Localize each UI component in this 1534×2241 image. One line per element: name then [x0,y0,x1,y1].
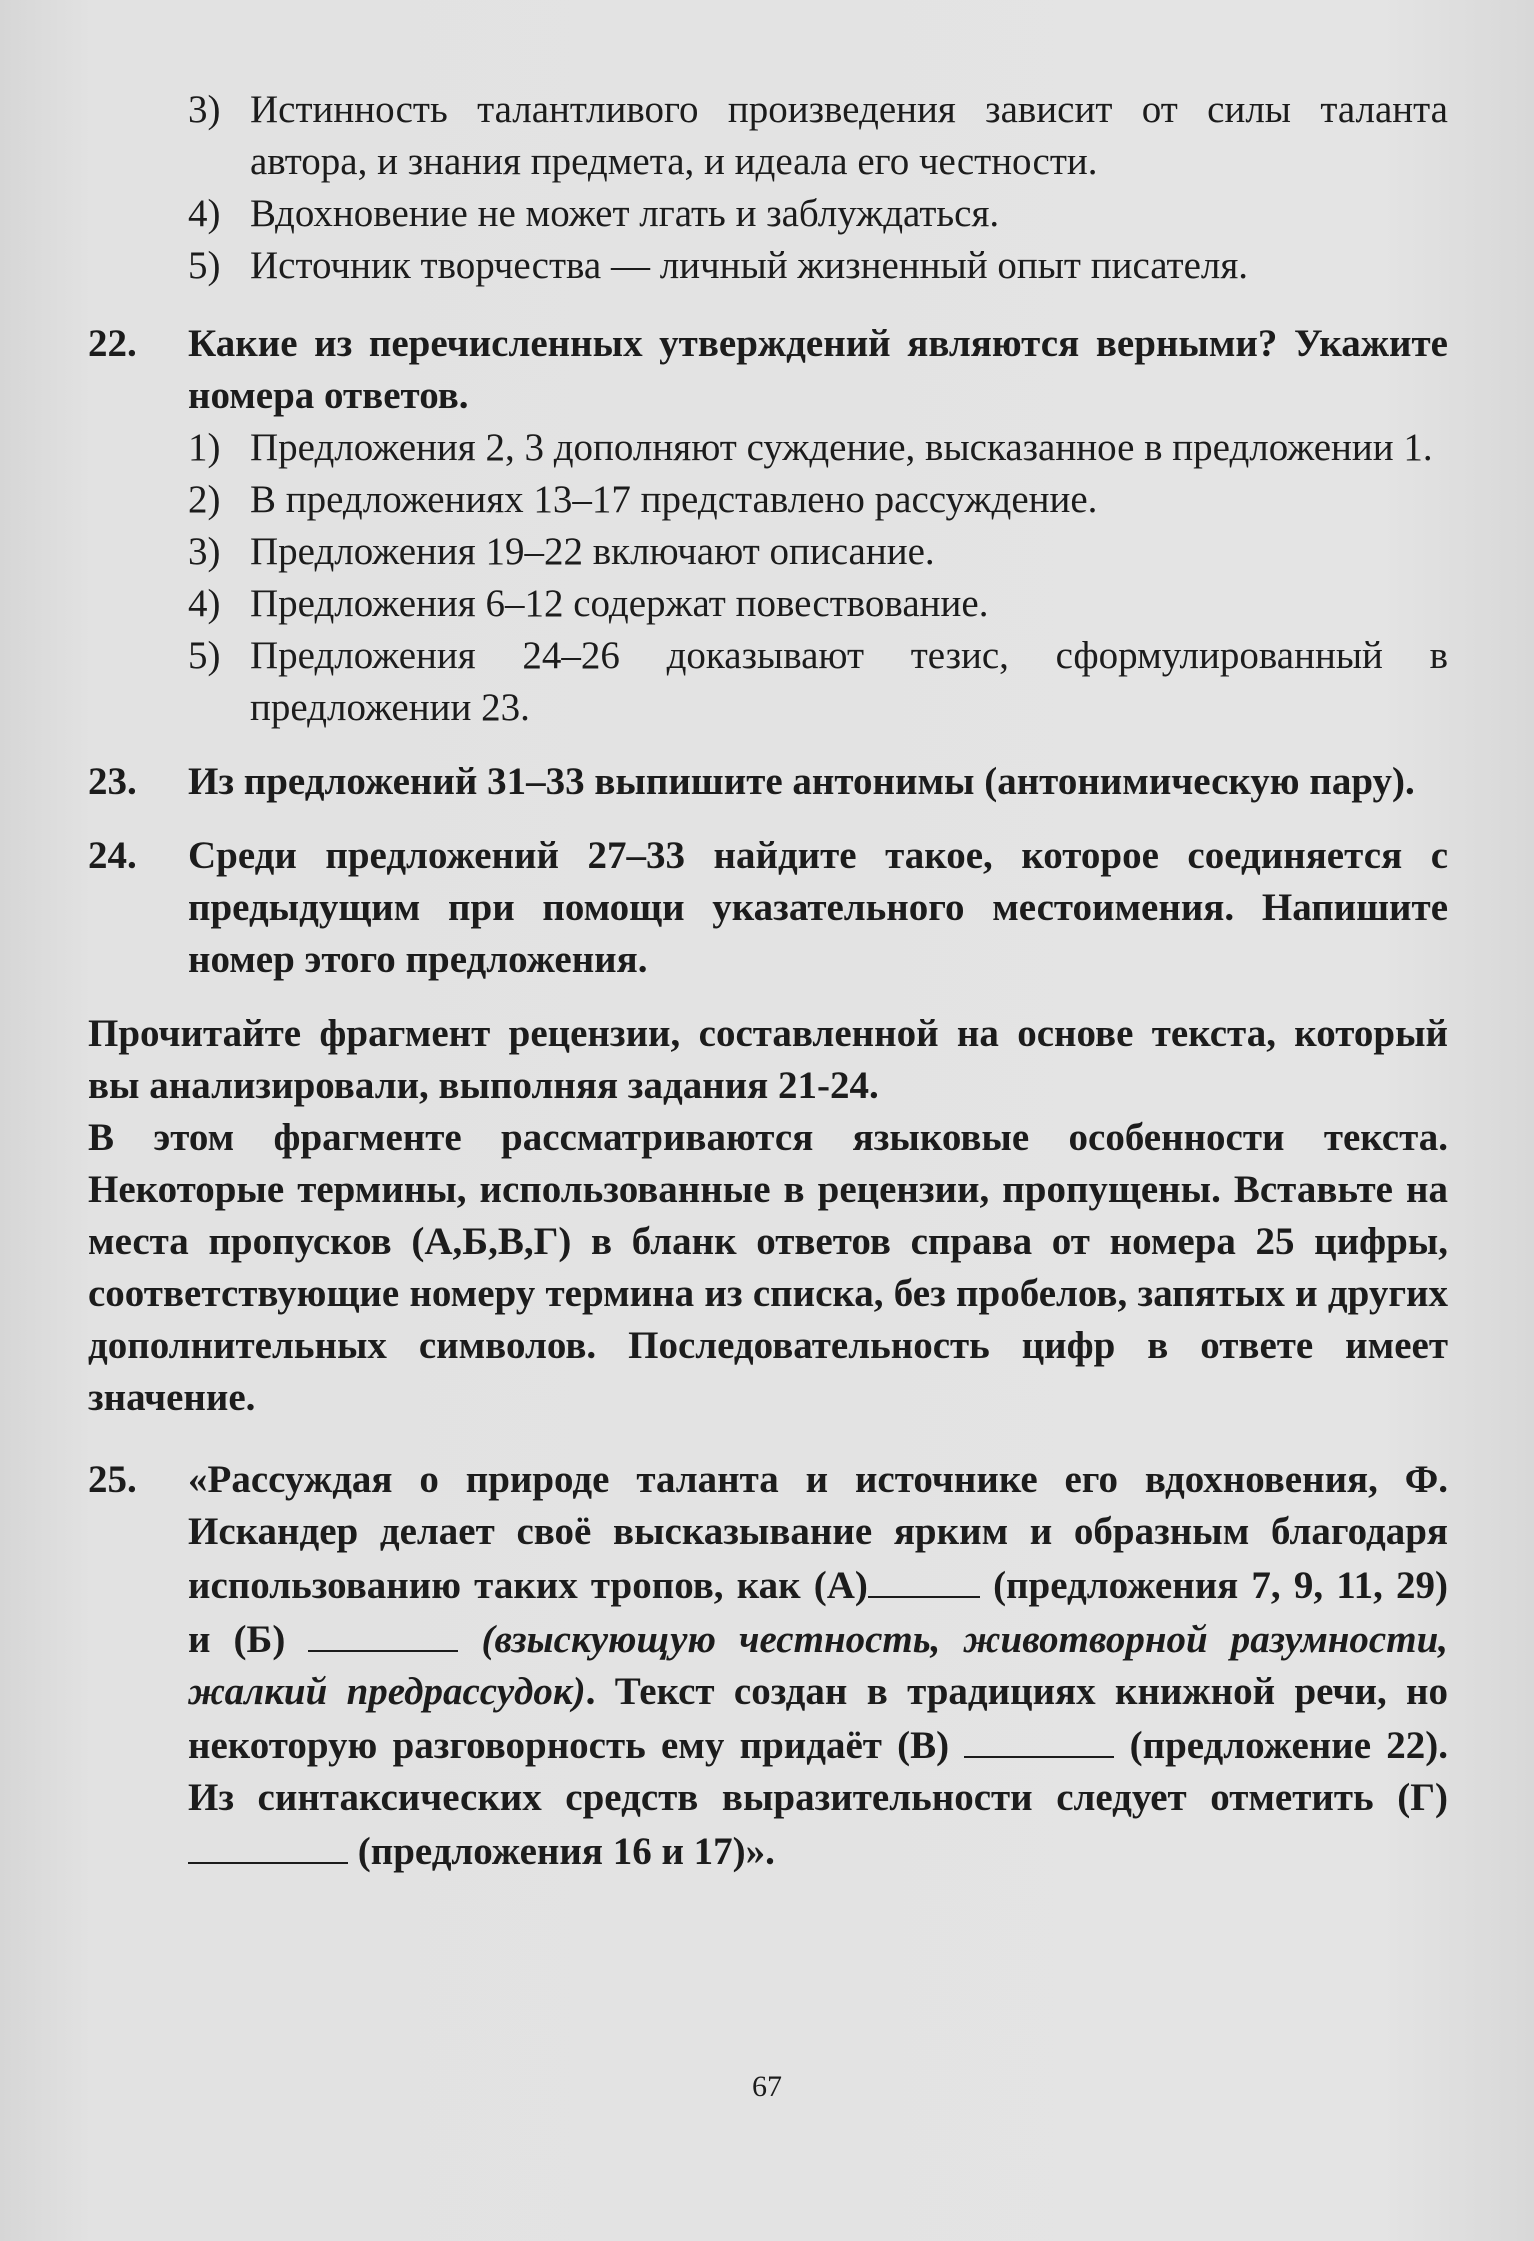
list-item: 2) В предложениях 13–17 представлено рассуждение. [188,478,1098,521]
page-content [88,84,1448,1878]
page-number: 67 [752,2070,782,2103]
list-item: 4) Вдохновение не может лгать и заблуждаться. [188,192,1000,235]
question-24: 24. Среди предложений 27–33 найдите такое, которое соединяется с предыдущим при помощи указательного местоимения. Напишите номер этого предложения. [88,834,1448,981]
instructions-intro: Прочитайте фрагмент рецензии, составленной на основе текста, который вы анализировали, выполняя задания 21-24. [88,1012,1448,1107]
question-23: 23. Из предложений 31–33 выпишите антонимы (антонимическую пару). [88,760,1415,803]
question-25: 25. «Рассуждая о природе таланта и источнике его вдохновения, Ф. Искандер делает своё высказывание ярким и образным благодаря использованию таких тропов, как (А) (предложения 7, 9, 11, 29) и (Б) (взыскующую честность, животворной разумности, жалкий предрассудок). Текст создан в традициях книжной речи, но некоторую разговорность ему придаёт (В) (предложение 22). Из синтаксических средств выразительности следует отметить (Г) (предложения 16 и 17)». [88,1458,1449,1873]
list-item: 4) Предложения 6–12 содержат повествование. [188,582,989,625]
list-item: 1) Предложения 2, 3 дополняют суждение, высказанное в предложении 1. [188,426,1433,469]
blank-b [308,1612,458,1652]
list-item: 3) Предложения 19–22 включают описание. [188,530,935,573]
instructions-body: В этом фрагменте рассматриваются языковые особенности текста. Некоторые термины, использованные в рецензии, пропущены. Вставьте на места пропусков (А,Б,В,Г) в бланк ответов справа от номера 25 цифры, соответствующие номеру термина из списка, без пробелов, запятых и других дополнительных символов. Последовательность цифр в ответе имеет значение. [88,1116,1448,1419]
question-22: 22. Какие из перечисленных утверждений являются верными? Укажите номера ответов. [88,322,1448,417]
list-item: 3) Истинность талантливого произведения зависит от силы таланта автора, и знания предмета, и идеала его честности. [188,88,1448,183]
list-item: 5) Предложения 24–26 доказывают тезис, сформулированный в предложении 23. [188,634,1448,729]
list-item: 5) Источник творчества — личный жизненный опыт писателя. [188,244,1249,287]
blank-a [868,1558,980,1598]
blank-g [188,1824,348,1864]
blank-v [964,1718,1114,1758]
